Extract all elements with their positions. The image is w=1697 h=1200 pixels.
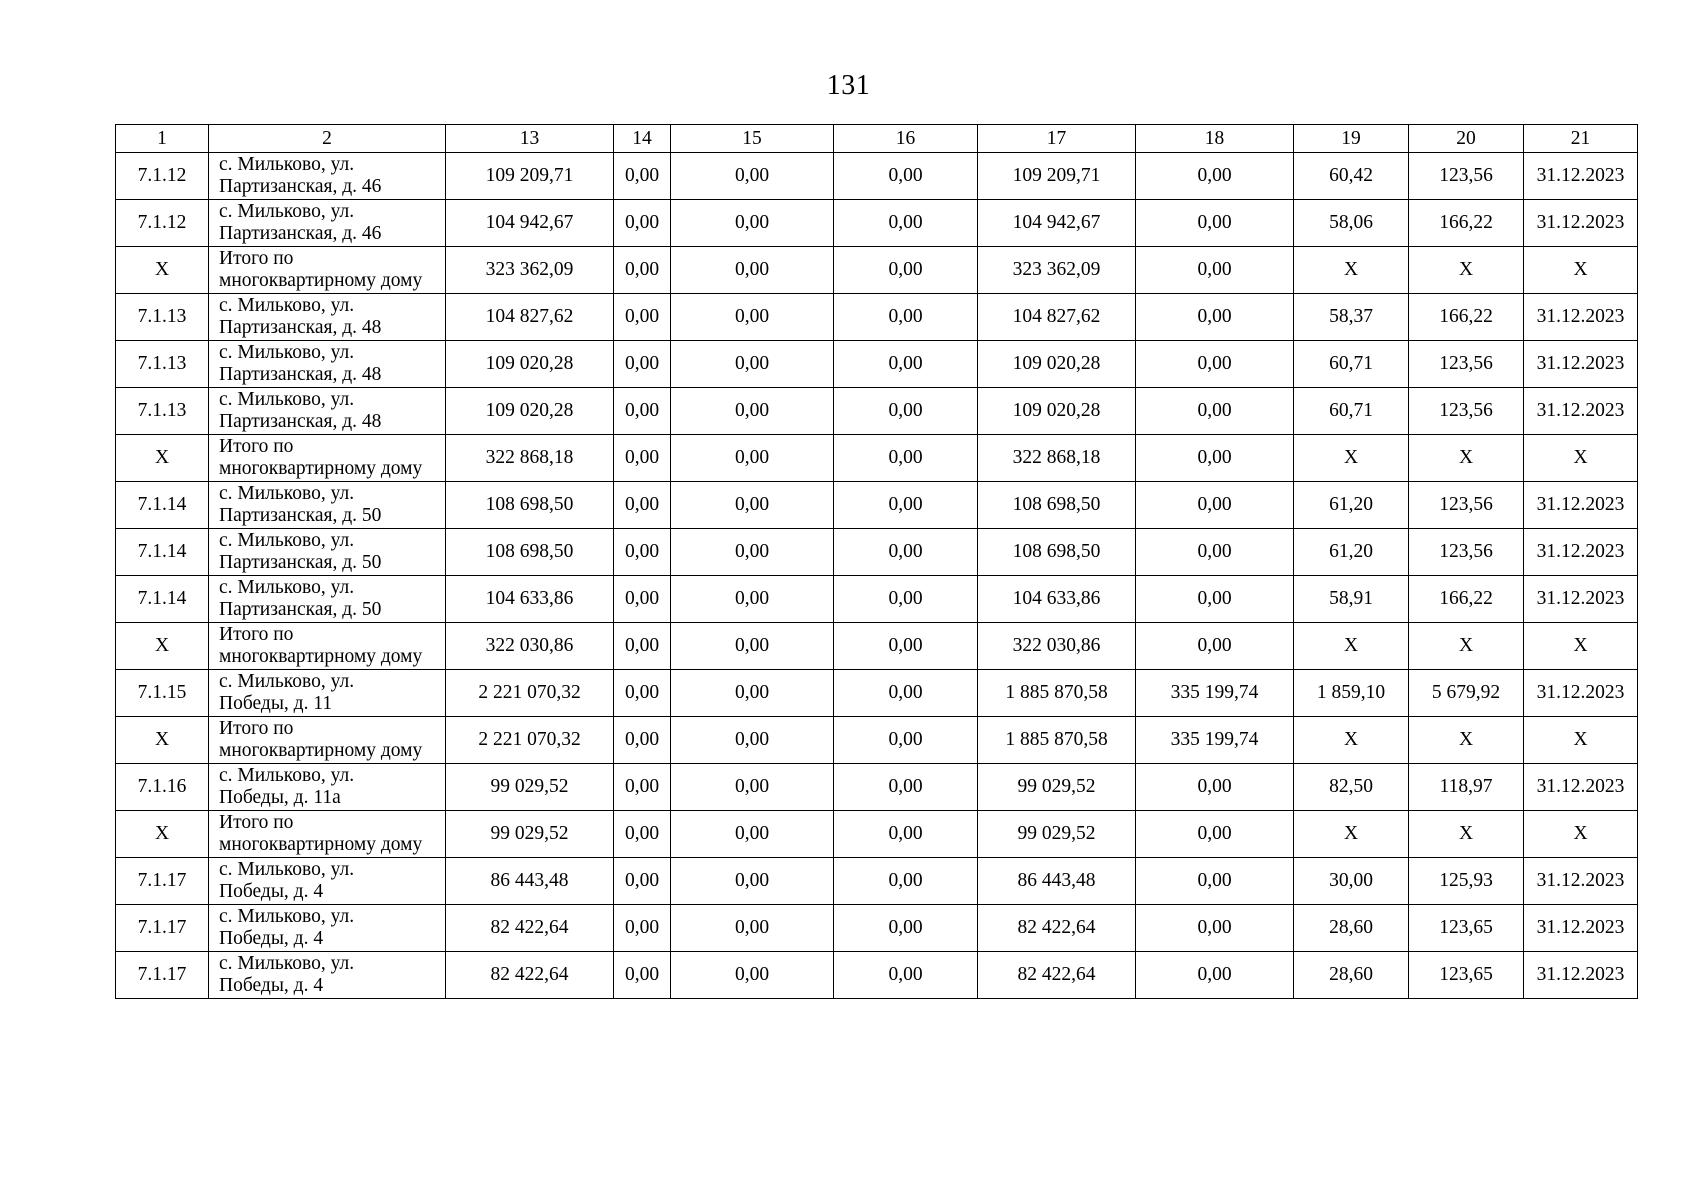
value-cell-col-20: 166,22 bbox=[1409, 294, 1524, 341]
address-cell bbox=[209, 435, 446, 482]
value-cell-col-18: 335 199,74 bbox=[1136, 717, 1294, 764]
value-cell-col-15: 0,00 bbox=[671, 435, 834, 482]
table-row bbox=[116, 153, 1638, 200]
value-cell-col-15: 0,00 bbox=[671, 294, 834, 341]
value-cell-col-19: 30,00 bbox=[1294, 858, 1409, 905]
row-number-cell: X bbox=[116, 435, 209, 482]
address-line-2: многоквартирному дому bbox=[219, 270, 423, 291]
value-cell-col-13: 99 029,52 bbox=[446, 764, 614, 811]
value-cell-col-14: 0,00 bbox=[614, 764, 671, 811]
address-line-2: многоквартирному дому bbox=[219, 740, 423, 761]
value-cell-col-17: 104 942,67 bbox=[978, 200, 1136, 247]
value-cell-col-19: 61,20 bbox=[1294, 529, 1409, 576]
address-cell bbox=[209, 153, 446, 200]
value-cell-col-17: 322 868,18 bbox=[978, 435, 1136, 482]
value-cell-col-17: 99 029,52 bbox=[978, 764, 1136, 811]
value-cell-col-16: 0,00 bbox=[834, 294, 978, 341]
header-row bbox=[116, 125, 1638, 153]
address-line-2: Партизанская, д. 48 bbox=[219, 364, 382, 385]
value-cell-col-21: 31.12.2023 bbox=[1524, 670, 1638, 717]
column-header: 21 bbox=[1524, 125, 1638, 153]
value-cell-col-16: 0,00 bbox=[834, 764, 978, 811]
row-number-cell: X bbox=[116, 811, 209, 858]
address-cell bbox=[209, 529, 446, 576]
value-cell-col-17: 322 030,86 bbox=[978, 623, 1136, 670]
value-cell-col-20: X bbox=[1409, 623, 1524, 670]
value-cell-col-21: X bbox=[1524, 717, 1638, 764]
address-line-1: с. Мильково, ул. bbox=[219, 154, 355, 175]
value-cell-col-18: 0,00 bbox=[1136, 153, 1294, 200]
row-number-cell: 7.1.13 bbox=[116, 294, 209, 341]
value-cell-col-20: X bbox=[1409, 811, 1524, 858]
column-header: 16 bbox=[834, 125, 978, 153]
value-cell-col-13: 82 422,64 bbox=[446, 905, 614, 952]
table-row bbox=[116, 341, 1638, 388]
address-line-2: Победы, д. 11 bbox=[219, 693, 333, 714]
column-header: 19 bbox=[1294, 125, 1409, 153]
column-header: 18 bbox=[1136, 125, 1294, 153]
table-row bbox=[116, 294, 1638, 341]
value-cell-col-19: 60,42 bbox=[1294, 153, 1409, 200]
value-cell-col-14: 0,00 bbox=[614, 717, 671, 764]
address-line-1: Итого по bbox=[219, 812, 294, 833]
value-cell-col-16: 0,00 bbox=[834, 717, 978, 764]
address-line-2: Партизанская, д. 48 bbox=[219, 411, 382, 432]
value-cell-col-21: 31.12.2023 bbox=[1524, 905, 1638, 952]
row-number-cell: X bbox=[116, 717, 209, 764]
address-line-2: Победы, д. 4 bbox=[219, 881, 324, 902]
value-cell-col-16: 0,00 bbox=[834, 858, 978, 905]
table-row bbox=[116, 576, 1638, 623]
value-cell-col-18: 0,00 bbox=[1136, 435, 1294, 482]
address-line-2: Победы, д. 4 bbox=[219, 928, 324, 949]
row-number-cell: 7.1.14 bbox=[116, 529, 209, 576]
value-cell-col-18: 0,00 bbox=[1136, 341, 1294, 388]
address-line-1: Итого по bbox=[219, 436, 294, 457]
table-row bbox=[116, 905, 1638, 952]
value-cell-col-14: 0,00 bbox=[614, 670, 671, 717]
value-cell-col-19: X bbox=[1294, 247, 1409, 294]
address-line-2: многоквартирному дому bbox=[219, 458, 423, 479]
address-cell bbox=[209, 670, 446, 717]
value-cell-col-14: 0,00 bbox=[614, 153, 671, 200]
row-number-cell: 7.1.13 bbox=[116, 388, 209, 435]
address-cell bbox=[209, 623, 446, 670]
address-line-1: с. Мильково, ул. bbox=[219, 342, 355, 363]
address-line-2: Партизанская, д. 46 bbox=[219, 176, 382, 197]
address-line-2: многоквартирному дому bbox=[219, 646, 423, 667]
value-cell-col-18: 0,00 bbox=[1136, 764, 1294, 811]
value-cell-col-18: 0,00 bbox=[1136, 200, 1294, 247]
value-cell-col-13: 108 698,50 bbox=[446, 529, 614, 576]
address-cell bbox=[209, 576, 446, 623]
value-cell-col-19: X bbox=[1294, 717, 1409, 764]
value-cell-col-17: 99 029,52 bbox=[978, 811, 1136, 858]
value-cell-col-17: 82 422,64 bbox=[978, 905, 1136, 952]
table-row bbox=[116, 435, 1638, 482]
row-number-cell: 7.1.13 bbox=[116, 341, 209, 388]
value-cell-col-14: 0,00 bbox=[614, 529, 671, 576]
value-cell-col-17: 108 698,50 bbox=[978, 482, 1136, 529]
table-row bbox=[116, 388, 1638, 435]
address-cell bbox=[209, 905, 446, 952]
value-cell-col-13: 2 221 070,32 bbox=[446, 670, 614, 717]
address-line-2: Партизанская, д. 50 bbox=[219, 599, 382, 620]
row-number-cell: 7.1.17 bbox=[116, 905, 209, 952]
value-cell-col-21: 31.12.2023 bbox=[1524, 482, 1638, 529]
address-line-1: Итого по bbox=[219, 624, 294, 645]
value-cell-col-18: 0,00 bbox=[1136, 952, 1294, 999]
table-row bbox=[116, 717, 1638, 764]
value-cell-col-16: 0,00 bbox=[834, 482, 978, 529]
value-cell-col-19: 28,60 bbox=[1294, 952, 1409, 999]
value-cell-col-15: 0,00 bbox=[671, 388, 834, 435]
value-cell-col-14: 0,00 bbox=[614, 341, 671, 388]
row-number-cell: 7.1.15 bbox=[116, 670, 209, 717]
column-header: 15 bbox=[671, 125, 834, 153]
value-cell-col-15: 0,00 bbox=[671, 764, 834, 811]
table-body bbox=[116, 153, 1638, 999]
value-cell-col-15: 0,00 bbox=[671, 670, 834, 717]
value-cell-col-13: 323 362,09 bbox=[446, 247, 614, 294]
table-row bbox=[116, 811, 1638, 858]
address-line-2: Победы, д. 11а bbox=[219, 787, 341, 808]
column-header: 2 bbox=[209, 125, 446, 153]
value-cell-col-20: 5 679,92 bbox=[1409, 670, 1524, 717]
value-cell-col-14: 0,00 bbox=[614, 294, 671, 341]
value-cell-col-16: 0,00 bbox=[834, 200, 978, 247]
address-cell bbox=[209, 858, 446, 905]
value-cell-col-20: 123,56 bbox=[1409, 482, 1524, 529]
value-cell-col-20: 123,56 bbox=[1409, 529, 1524, 576]
value-cell-col-21: 31.12.2023 bbox=[1524, 764, 1638, 811]
value-cell-col-20: 123,65 bbox=[1409, 905, 1524, 952]
value-cell-col-14: 0,00 bbox=[614, 811, 671, 858]
address-line-2: Победы, д. 4 bbox=[219, 975, 324, 996]
value-cell-col-15: 0,00 bbox=[671, 905, 834, 952]
table-row bbox=[116, 482, 1638, 529]
value-cell-col-19: 58,91 bbox=[1294, 576, 1409, 623]
value-cell-col-19: 28,60 bbox=[1294, 905, 1409, 952]
value-cell-col-13: 109 209,71 bbox=[446, 153, 614, 200]
value-cell-col-21: X bbox=[1524, 811, 1638, 858]
value-cell-col-21: 31.12.2023 bbox=[1524, 858, 1638, 905]
value-cell-col-13: 2 221 070,32 bbox=[446, 717, 614, 764]
value-cell-col-14: 0,00 bbox=[614, 247, 671, 294]
row-number-cell: X bbox=[116, 247, 209, 294]
value-cell-col-16: 0,00 bbox=[834, 670, 978, 717]
value-cell-col-15: 0,00 bbox=[671, 247, 834, 294]
table-header bbox=[116, 125, 1638, 153]
table-row bbox=[116, 670, 1638, 717]
value-cell-col-21: 31.12.2023 bbox=[1524, 952, 1638, 999]
value-cell-col-15: 0,00 bbox=[671, 482, 834, 529]
address-line-1: с. Мильково, ул. bbox=[219, 906, 355, 927]
value-cell-col-20: 123,56 bbox=[1409, 388, 1524, 435]
address-cell bbox=[209, 294, 446, 341]
address-line-2: Партизанская, д. 46 bbox=[219, 223, 382, 244]
row-number-cell: X bbox=[116, 623, 209, 670]
table-row bbox=[116, 529, 1638, 576]
row-number-cell: 7.1.17 bbox=[116, 858, 209, 905]
value-cell-col-19: 58,37 bbox=[1294, 294, 1409, 341]
value-cell-col-21: 31.12.2023 bbox=[1524, 153, 1638, 200]
address-cell bbox=[209, 811, 446, 858]
value-cell-col-19: X bbox=[1294, 435, 1409, 482]
value-cell-col-17: 86 443,48 bbox=[978, 858, 1136, 905]
address-line-1: с. Мильково, ул. bbox=[219, 389, 355, 410]
value-cell-col-20: 123,65 bbox=[1409, 952, 1524, 999]
address-cell bbox=[209, 764, 446, 811]
address-line-1: с. Мильково, ул. bbox=[219, 577, 355, 598]
value-cell-col-15: 0,00 bbox=[671, 153, 834, 200]
value-cell-col-16: 0,00 bbox=[834, 811, 978, 858]
address-line-1: с. Мильково, ул. bbox=[219, 953, 355, 974]
value-cell-col-13: 322 030,86 bbox=[446, 623, 614, 670]
value-cell-col-15: 0,00 bbox=[671, 811, 834, 858]
value-cell-col-16: 0,00 bbox=[834, 388, 978, 435]
value-cell-col-16: 0,00 bbox=[834, 341, 978, 388]
value-cell-col-13: 82 422,64 bbox=[446, 952, 614, 999]
value-cell-col-20: X bbox=[1409, 435, 1524, 482]
value-cell-col-19: 1 859,10 bbox=[1294, 670, 1409, 717]
value-cell-col-21: X bbox=[1524, 435, 1638, 482]
value-cell-col-17: 109 020,28 bbox=[978, 341, 1136, 388]
value-cell-col-14: 0,00 bbox=[614, 858, 671, 905]
value-cell-col-21: 31.12.2023 bbox=[1524, 388, 1638, 435]
value-cell-col-14: 0,00 bbox=[614, 576, 671, 623]
value-cell-col-14: 0,00 bbox=[614, 435, 671, 482]
value-cell-col-18: 0,00 bbox=[1136, 576, 1294, 623]
value-cell-col-13: 108 698,50 bbox=[446, 482, 614, 529]
value-cell-col-15: 0,00 bbox=[671, 952, 834, 999]
address-line-1: Итого по bbox=[219, 718, 294, 739]
address-line-1: с. Мильково, ул. bbox=[219, 483, 355, 504]
address-line-1: с. Мильково, ул. bbox=[219, 295, 355, 316]
value-cell-col-14: 0,00 bbox=[614, 952, 671, 999]
column-header: 17 bbox=[978, 125, 1136, 153]
value-cell-col-21: 31.12.2023 bbox=[1524, 576, 1638, 623]
value-cell-col-20: X bbox=[1409, 717, 1524, 764]
value-cell-col-17: 104 827,62 bbox=[978, 294, 1136, 341]
address-line-1: с. Мильково, ул. bbox=[219, 530, 355, 551]
value-cell-col-17: 109 020,28 bbox=[978, 388, 1136, 435]
value-cell-col-18: 0,00 bbox=[1136, 529, 1294, 576]
value-cell-col-20: 123,56 bbox=[1409, 341, 1524, 388]
value-cell-col-17: 109 209,71 bbox=[978, 153, 1136, 200]
column-header: 1 bbox=[116, 125, 209, 153]
value-cell-col-17: 82 422,64 bbox=[978, 952, 1136, 999]
value-cell-col-15: 0,00 bbox=[671, 717, 834, 764]
value-cell-col-20: 166,22 bbox=[1409, 200, 1524, 247]
value-cell-col-19: 58,06 bbox=[1294, 200, 1409, 247]
value-cell-col-21: X bbox=[1524, 623, 1638, 670]
value-cell-col-18: 0,00 bbox=[1136, 905, 1294, 952]
value-cell-col-16: 0,00 bbox=[834, 905, 978, 952]
row-number-cell: 7.1.12 bbox=[116, 153, 209, 200]
value-cell-col-13: 104 942,67 bbox=[446, 200, 614, 247]
address-line-2: многоквартирному дому bbox=[219, 834, 423, 855]
column-header: 13 bbox=[446, 125, 614, 153]
value-cell-col-18: 0,00 bbox=[1136, 811, 1294, 858]
page-number: 131 bbox=[826, 70, 871, 101]
value-cell-col-13: 322 868,18 bbox=[446, 435, 614, 482]
value-cell-col-15: 0,00 bbox=[671, 341, 834, 388]
value-cell-col-13: 86 443,48 bbox=[446, 858, 614, 905]
value-cell-col-21: 31.12.2023 bbox=[1524, 341, 1638, 388]
address-cell bbox=[209, 952, 446, 999]
data-table bbox=[115, 124, 1638, 999]
address-cell bbox=[209, 200, 446, 247]
value-cell-col-16: 0,00 bbox=[834, 623, 978, 670]
value-cell-col-18: 0,00 bbox=[1136, 482, 1294, 529]
value-cell-col-17: 1 885 870,58 bbox=[978, 717, 1136, 764]
address-cell bbox=[209, 341, 446, 388]
address-line-1: с. Мильково, ул. bbox=[219, 201, 355, 222]
value-cell-col-16: 0,00 bbox=[834, 435, 978, 482]
row-number-cell: 7.1.16 bbox=[116, 764, 209, 811]
value-cell-col-16: 0,00 bbox=[834, 153, 978, 200]
value-cell-col-21: 31.12.2023 bbox=[1524, 529, 1638, 576]
column-header: 14 bbox=[614, 125, 671, 153]
value-cell-col-16: 0,00 bbox=[834, 247, 978, 294]
value-cell-col-17: 1 885 870,58 bbox=[978, 670, 1136, 717]
address-cell bbox=[209, 247, 446, 294]
value-cell-col-14: 0,00 bbox=[614, 200, 671, 247]
value-cell-col-18: 0,00 bbox=[1136, 294, 1294, 341]
value-cell-col-16: 0,00 bbox=[834, 576, 978, 623]
value-cell-col-14: 0,00 bbox=[614, 905, 671, 952]
value-cell-col-20: 118,97 bbox=[1409, 764, 1524, 811]
value-cell-col-15: 0,00 bbox=[671, 623, 834, 670]
value-cell-col-20: X bbox=[1409, 247, 1524, 294]
value-cell-col-13: 104 633,86 bbox=[446, 576, 614, 623]
address-line-2: Партизанская, д. 50 bbox=[219, 505, 382, 526]
table-row bbox=[116, 952, 1638, 999]
address-line-1: с. Мильково, ул. bbox=[219, 671, 355, 692]
value-cell-col-20: 125,93 bbox=[1409, 858, 1524, 905]
value-cell-col-21: X bbox=[1524, 247, 1638, 294]
address-line-2: Партизанская, д. 48 bbox=[219, 317, 382, 338]
value-cell-col-15: 0,00 bbox=[671, 576, 834, 623]
value-cell-col-15: 0,00 bbox=[671, 858, 834, 905]
value-cell-col-18: 0,00 bbox=[1136, 388, 1294, 435]
value-cell-col-13: 109 020,28 bbox=[446, 341, 614, 388]
value-cell-col-15: 0,00 bbox=[671, 529, 834, 576]
value-cell-col-17: 104 633,86 bbox=[978, 576, 1136, 623]
value-cell-col-20: 123,56 bbox=[1409, 153, 1524, 200]
row-number-cell: 7.1.17 bbox=[116, 952, 209, 999]
address-line-1: с. Мильково, ул. bbox=[219, 859, 355, 880]
value-cell-col-21: 31.12.2023 bbox=[1524, 294, 1638, 341]
value-cell-col-19: 60,71 bbox=[1294, 341, 1409, 388]
value-cell-col-16: 0,00 bbox=[834, 529, 978, 576]
value-cell-col-13: 109 020,28 bbox=[446, 388, 614, 435]
table-row bbox=[116, 623, 1638, 670]
row-number-cell: 7.1.14 bbox=[116, 576, 209, 623]
value-cell-col-17: 108 698,50 bbox=[978, 529, 1136, 576]
table-row bbox=[116, 764, 1638, 811]
value-cell-col-16: 0,00 bbox=[834, 952, 978, 999]
value-cell-col-18: 335 199,74 bbox=[1136, 670, 1294, 717]
value-cell-col-19: X bbox=[1294, 623, 1409, 670]
value-cell-col-17: 323 362,09 bbox=[978, 247, 1136, 294]
address-cell bbox=[209, 717, 446, 764]
value-cell-col-18: 0,00 bbox=[1136, 247, 1294, 294]
value-cell-col-13: 104 827,62 bbox=[446, 294, 614, 341]
address-cell bbox=[209, 482, 446, 529]
address-line-2: Партизанская, д. 50 bbox=[219, 552, 382, 573]
table-row bbox=[116, 200, 1638, 247]
value-cell-col-19: X bbox=[1294, 811, 1409, 858]
value-cell-col-18: 0,00 bbox=[1136, 858, 1294, 905]
value-cell-col-14: 0,00 bbox=[614, 623, 671, 670]
value-cell-col-19: 61,20 bbox=[1294, 482, 1409, 529]
value-cell-col-20: 166,22 bbox=[1409, 576, 1524, 623]
column-header: 20 bbox=[1409, 125, 1524, 153]
value-cell-col-14: 0,00 bbox=[614, 482, 671, 529]
address-line-1: Итого по bbox=[219, 248, 294, 269]
value-cell-col-19: 60,71 bbox=[1294, 388, 1409, 435]
value-cell-col-13: 99 029,52 bbox=[446, 811, 614, 858]
address-cell bbox=[209, 388, 446, 435]
row-number-cell: 7.1.12 bbox=[116, 200, 209, 247]
value-cell-col-14: 0,00 bbox=[614, 388, 671, 435]
value-cell-col-19: 82,50 bbox=[1294, 764, 1409, 811]
table-row bbox=[116, 858, 1638, 905]
table-row bbox=[116, 247, 1638, 294]
value-cell-col-21: 31.12.2023 bbox=[1524, 200, 1638, 247]
row-number-cell: 7.1.14 bbox=[116, 482, 209, 529]
value-cell-col-18: 0,00 bbox=[1136, 623, 1294, 670]
address-line-1: с. Мильково, ул. bbox=[219, 765, 355, 786]
value-cell-col-15: 0,00 bbox=[671, 200, 834, 247]
